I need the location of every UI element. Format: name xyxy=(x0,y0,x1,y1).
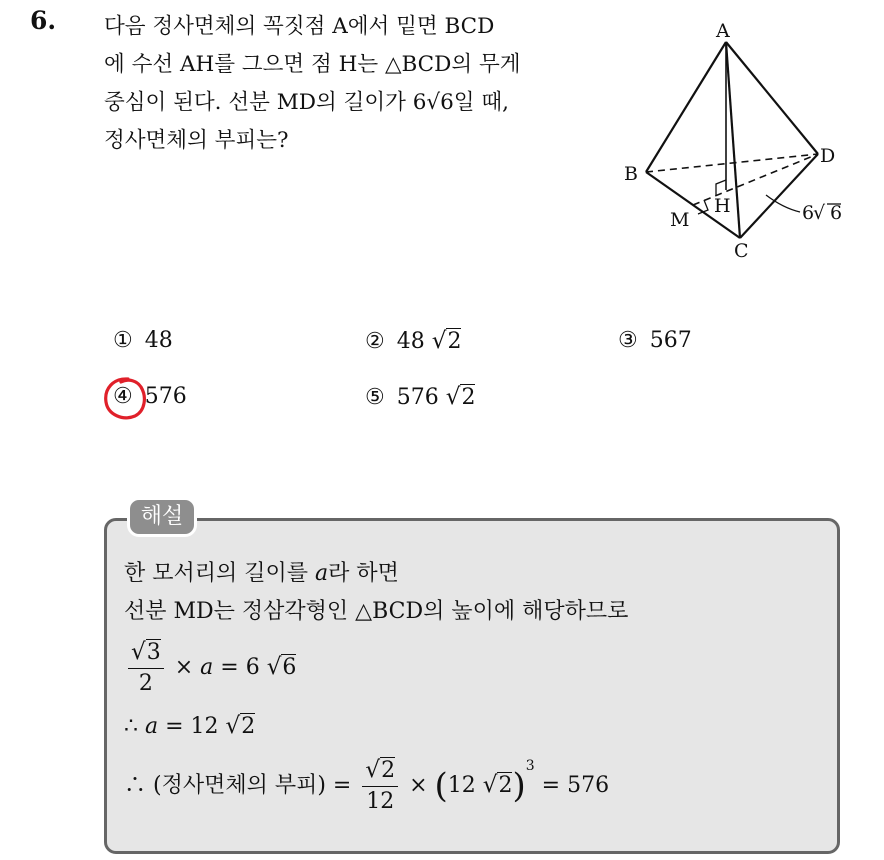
question-line: 정사면체의 부피는? xyxy=(104,128,289,153)
sqrt-expression: √2 xyxy=(431,328,462,354)
radicand: 2 xyxy=(447,329,462,354)
solution-text: 한 모서리의 길이를 xyxy=(124,561,315,586)
result: = 576 xyxy=(541,773,610,798)
choice-number: ② xyxy=(365,329,385,354)
radicand: 2 xyxy=(498,773,513,798)
choice-value: 576 xyxy=(396,385,439,410)
fraction xyxy=(362,755,398,817)
choice-value: 48 xyxy=(144,328,173,353)
edge-ab xyxy=(646,42,726,172)
vertex-label-c: C xyxy=(734,240,749,262)
question-line: 중심이 된다. 선분 MD의 길이가 6√6일 때, xyxy=(104,90,509,115)
vertex-label-a: A xyxy=(716,20,730,42)
question-line: 다음 정사면체의 꼭짓점 A에서 밑면 BCD xyxy=(104,14,495,39)
edge-ad xyxy=(726,42,818,154)
radicand: 2 xyxy=(381,758,396,783)
volume-label: (정사면체의 부피) = xyxy=(153,773,359,798)
fraction xyxy=(128,637,164,699)
solution-tag: 해설 xyxy=(127,497,197,537)
sqrt-expression: √2 xyxy=(365,757,396,783)
operator: × xyxy=(409,773,428,798)
choice-number: ③ xyxy=(618,328,638,353)
point-label-h: H xyxy=(714,195,731,217)
right-angle-mark xyxy=(698,200,708,214)
right-paren: ) xyxy=(512,766,526,806)
radicand: 3 xyxy=(146,640,161,665)
question-line: 에 수선 AH를 그으면 점 H는 △BCD의 무게 xyxy=(104,52,521,77)
equation-rhs: = 6 xyxy=(213,655,260,680)
fraction-numerator xyxy=(362,755,398,787)
sqrt-expression: √3 xyxy=(131,639,161,665)
radicand: 2 xyxy=(461,385,476,410)
therefore-symbol: ∴ xyxy=(124,773,153,798)
fraction-denominator: 12 xyxy=(366,789,395,814)
length-label-rad: 6 xyxy=(830,202,843,224)
vertex-label-d: D xyxy=(820,145,836,167)
choice-1[interactable] xyxy=(113,328,173,353)
equation-rhs: = 12 xyxy=(158,714,219,739)
choice-value: 48 xyxy=(396,329,425,354)
exponent: 3 xyxy=(525,758,535,774)
choice-5[interactable] xyxy=(365,384,475,410)
choice-value: 576 xyxy=(144,384,187,409)
radicand: 2 xyxy=(241,714,256,739)
vertex-label-b: B xyxy=(624,163,638,185)
fraction-numerator xyxy=(128,637,164,669)
answer-circle-mark xyxy=(101,375,151,425)
length-label-sqrt-sign: √ xyxy=(813,202,826,224)
choice-number: ④ xyxy=(113,384,133,409)
sqrt-expression: √2 xyxy=(482,772,513,798)
solution-line-1 xyxy=(124,556,399,587)
variable-a: a xyxy=(145,714,159,739)
choice-number: ⑤ xyxy=(365,385,385,410)
edge-bd-hidden xyxy=(646,154,818,172)
left-paren: ( xyxy=(434,766,448,806)
choice-value: 567 xyxy=(649,328,692,353)
fraction-denominator: 2 xyxy=(138,671,153,696)
solution-equation-1 xyxy=(124,637,296,699)
edge-cd xyxy=(740,154,818,238)
length-label-coeff: 6 xyxy=(802,202,815,224)
question-text xyxy=(104,8,604,160)
choice-3[interactable] xyxy=(618,328,692,353)
solution-equation-3 xyxy=(124,755,609,817)
inner-number: 12 xyxy=(447,773,476,798)
answer-circle-stroke xyxy=(106,379,145,418)
sqrt-expression: √6 xyxy=(266,654,297,680)
tetrahedron-figure xyxy=(608,14,858,264)
question-number: 6. xyxy=(30,6,57,35)
solution-text: 라 하면 xyxy=(328,561,399,586)
therefore-symbol: ∴ xyxy=(124,714,145,739)
variable-a: a xyxy=(315,561,329,586)
variable-a: a xyxy=(200,655,214,680)
solution-equation-2 xyxy=(124,713,255,739)
choice-number: ① xyxy=(113,328,133,353)
sqrt-expression: √2 xyxy=(225,713,256,739)
point-label-m: M xyxy=(670,209,690,231)
solution-line-2: 선분 MD는 정삼각형인 △BCD의 높이에 해당하므로 xyxy=(124,599,629,624)
sqrt-expression: √2 xyxy=(445,384,476,410)
segment-md-hidden xyxy=(693,154,818,205)
operator: × xyxy=(174,655,201,680)
radicand: 6 xyxy=(282,655,297,680)
choice-2[interactable] xyxy=(365,328,461,354)
